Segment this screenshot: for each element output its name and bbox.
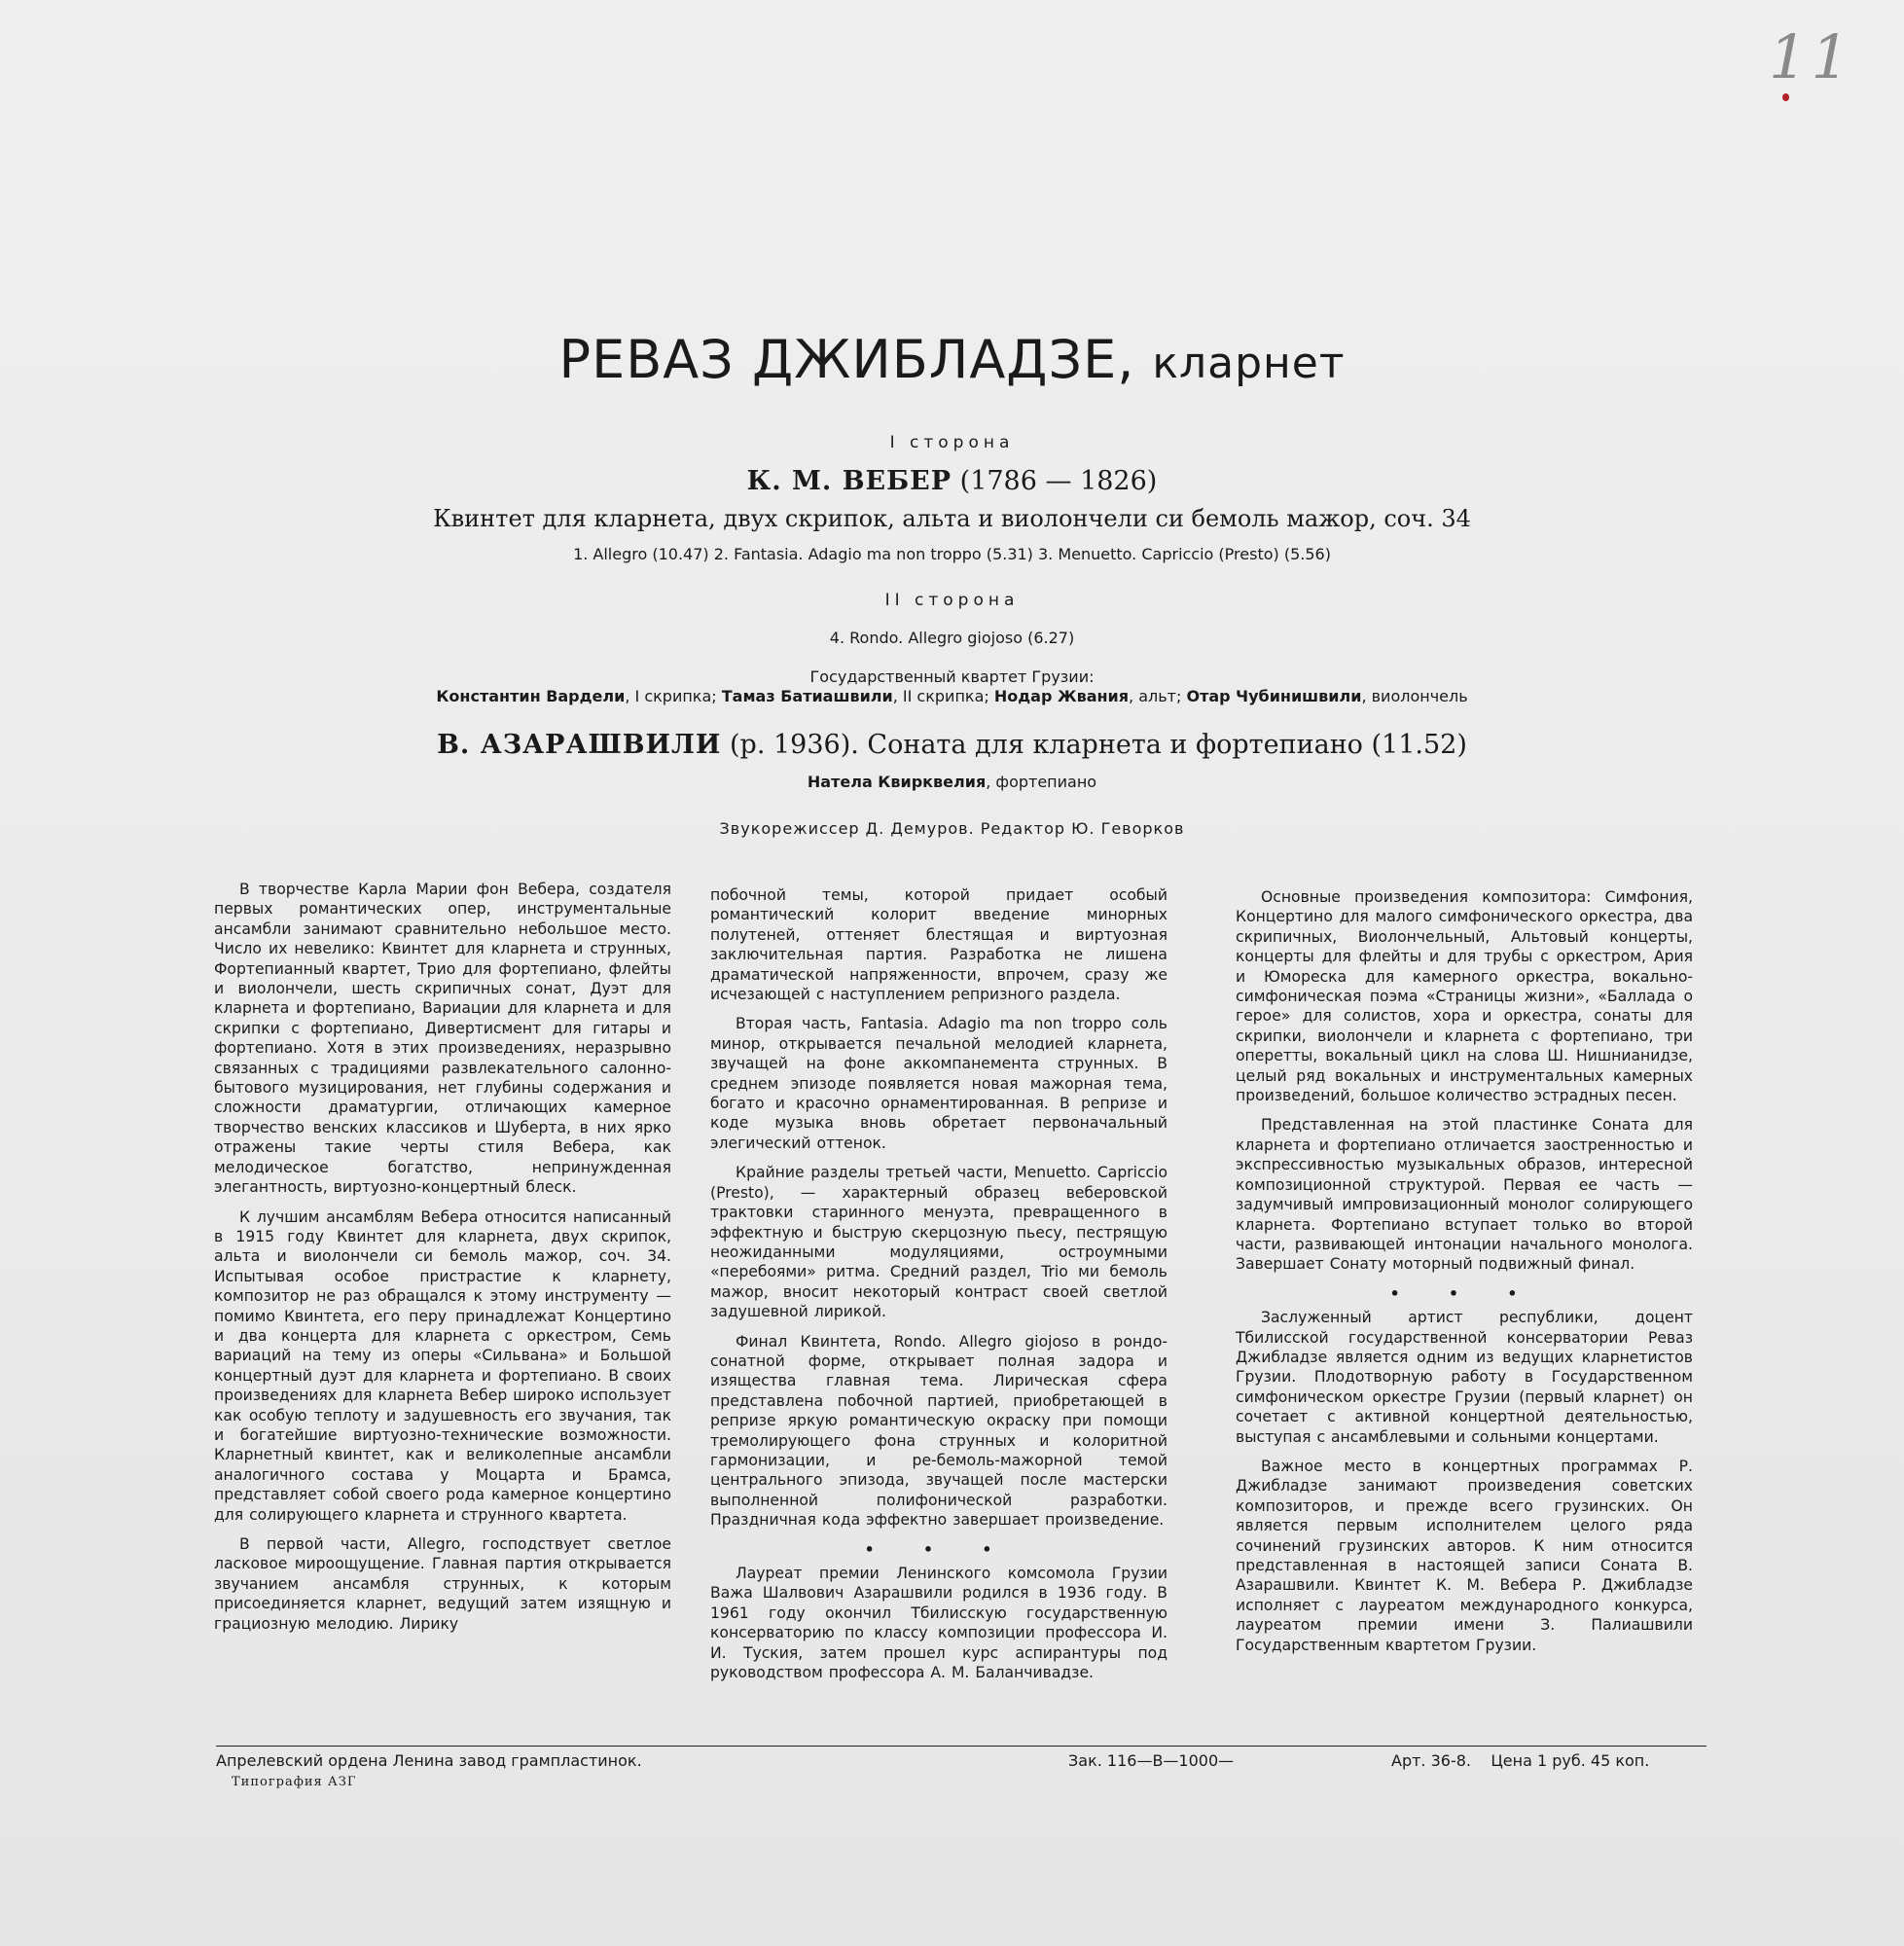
paragraph: Представленная на этой пластинке Соната для кларнета и фортепиано отличается заостренностью и экспрессивностью музыкальных образов, интересной композиционной структурой. Первая ее часть — задумчивый импровизационный монолог солирующего кларнета. Фортепиано вступает только во второй части, развивающей интонации начального монолога. Завершает Сонату моторный подвижный финал. <box>1236 1116 1693 1274</box>
pianist-role: , фортепиано <box>986 773 1097 791</box>
footer-order: Зак. 116—В—1000— <box>1068 1751 1235 1770</box>
work2-title: Соната для кларнета и фортепиано (11.52) <box>867 730 1467 760</box>
page-title <box>0 329 1904 390</box>
footer-printer: Типография АЗГ <box>232 1775 357 1789</box>
composer1-line <box>0 466 1904 496</box>
ensemble-name: Государственный квартет Грузии: <box>809 667 1095 686</box>
side1-label: I сторона <box>889 433 1015 452</box>
section-separator: • • • <box>1389 1284 1539 1303</box>
performer-name: Тамаз Батиашвили <box>721 687 893 705</box>
footer-price: Арт. 36-8. Цена 1 руб. 45 коп. <box>1391 1751 1650 1770</box>
footer-plant: Апрелевский ордена Ленина завод грампластинок. <box>216 1751 642 1770</box>
paragraph: побочной темы, которой придает особый романтический колорит введение минорных полутеней, оттеняет блестящая и виртуозная заключительная партия. Разработка не лишена драматической напряженности, впрочем, сразу же исчезающей с наступлением репризного раздела. <box>710 886 1168 1004</box>
side2-label: II сторона <box>884 591 1020 610</box>
paragraph: Вторая часть, Fantasia. Adagio ma non troppo соль минор, открывается печальной мелодией кларнета, звучащей на фоне аккомпанемента струнных. В среднем эпизоде появляется новая мажорная тема, богато и красочно орнаментированная. В репризе и коде музыка вновь обретает первоначальный элегический оттенок. <box>710 1015 1168 1152</box>
paragraph: Финал Квинтета, Rondo. Allegro giojoso в рондо-сонатной форме, открывает полная задора и изящества главная тема. Лирическая сфера представлена побочной партией, приобретающей в репризе яркую романтическую окраску при помощи тремолирующего фона струнных и колоритной гармонизации, и ре-бемоль-мажорной темой центрального эпизода, звучащей после мастерски выполненной полифонической разработки. Праздничная кода эффектно завершает произведение. <box>710 1332 1168 1530</box>
performer-name: Нодар Жвания <box>993 687 1130 705</box>
ink-dot <box>1782 93 1789 101</box>
engineer-editor-line: Звукорежиссер Д. Демуров. Редактор Ю. Геворков <box>719 819 1185 838</box>
artist-instrument: кларнет <box>1152 339 1346 388</box>
composer2-dates: (р. 1936). <box>730 730 859 760</box>
composer2-line <box>0 730 1904 760</box>
composer2-name: В. АЗАРАШВИЛИ <box>437 730 722 760</box>
paragraph: Крайние разделы третьей части, Menuetto. Capriccio (Presto), — характерный образец веберовской трактовки старинного менуэта, превращенного в эффектную и быструю скерцозную пьесу, пестрящую неожиданными модуляциями, остроумными «перебоями» ритма. Средний раздел, Trio ми бемоль мажор, вносит некоторый контраст своей светлой задушевной лирикой. <box>710 1164 1168 1321</box>
performers-line <box>0 687 1904 705</box>
composer1-name: К. М. ВЕБЕР <box>746 466 952 496</box>
composer1-dates: (1786 — 1826) <box>959 466 1158 496</box>
footer-divider <box>216 1746 1706 1747</box>
paragraph: Основные произведения композитора: Симфония, Концертино для малого симфонического оркестра, два скрипичных, Виолончельный, Альтовый концерты, концерты для флейты и для трубы с оркестром, Ария и Юмореска для камерного оркестра, вокально-симфоническая поэма «Страницы жизни», «Баллада о герое» для солистов, хора и оркестра, сонаты для скрипки, виолончели и кларнета с фортепиано, три оперетты, вокальный цикл на слова Ш. Нишнианидзе, целый ряд вокальных и инструментальных камерных произведений, большое количество эстрадных песен. <box>1236 888 1693 1105</box>
paragraph: Заслуженный артист республики, доцент Тбилисской государственной консерватории Реваз Джибладзе является одним из ведущих кларнетистов Грузии. Плодотворную работу в Государственном симфоническом оркестре Грузии (первый кларнет) он сочетает с активной концертной деятельностью, выступая с ансамблевыми и сольными концертами. <box>1236 1309 1693 1446</box>
movement4: 4. Rondo. Allegro giojoso (6.27) <box>829 629 1075 647</box>
performer-role: , I скрипка; <box>625 687 717 705</box>
performer-role: , виолончель <box>1361 687 1468 705</box>
paragraph: К лучшим ансамблям Вебера относится написанный в 1915 году Квинтет для кларнета, двух скрипок, альта и виолончели си бемоль мажор, соч. 34. Испытывая особое пристрастие к кларнету, композитор не раз обращался к этому инструменту — помимо Квинтета, его перу принадлежат Концертино и два концерта для кларнета с оркестром, Семь вариаций на тему из оперы «Сильвана» и Большой концертный дуэт для кларнета и фортепиано. В своих произведениях для кларнета Вебер широко использует как особую теплоту и задушевность его звучания, так и богатейшие виртуозно-технические возможности. Кларнетный квинтет, как и великолепные ансамбли аналогичного состава у Моцарта и Брамса, представляет собой своего рода камерное концертино для солирующего кларнета и струнного квартета. <box>214 1207 671 1524</box>
section-separator: • • • <box>864 1540 1014 1559</box>
artist-name: РЕВАЗ ДЖИБЛАДЗЕ, <box>558 329 1135 390</box>
liner-notes-column-3 <box>1236 887 1693 1665</box>
performer-name: Отар Чубинишвили <box>1186 687 1362 705</box>
liner-notes-column-2 <box>710 885 1168 1692</box>
performer-name: Константин Вардели <box>436 687 626 705</box>
performer-role: , II скрипка; <box>892 687 989 705</box>
performer-role: , альт; <box>1129 687 1182 705</box>
paragraph: В творчестве Карла Марии фон Вебера, создателя первых романтических опер, инструментальные ансамбли занимают сравнительно небольшое место. Число их невелико: Квинтет для кларнета и струнных, Фортепианный квартет, Трио для фортепиано, флейты и виолончели, шесть скрипичных сонат, Дуэт для кларнета и фортепиано, Вариации для кларнета и для скрипки с фортепиано, Дивертисмент для гитары и фортепиано. Хотя в этих произведениях, неразрывно связанных с традициями развлекательного салонно-бытового музицирования, нет глубины содержания и сложности драматургии, отличающих камерное творчество венских классиков и Шуберта, в них ярко отражены такие черты стиля Вебера, как мелодическое богатство, непринужденная элегантность, виртуозно-концертный блеск. <box>214 881 671 1197</box>
paragraph: Важное место в концертных программах Р. Джибладзе занимают произведения советских композиторов, и прежде всего грузинских. Он является первым исполнителем целого ряда сочинений грузинских авторов. К ним относится представленная в настоящей записи Соната В. Азарашвили. Квинтет К. М. Вебера Р. Джибладзе исполняет с лауреатом международного конкурса, лауреатом премии имени З. Палиашвили Государственным квартетом Грузии. <box>1236 1457 1693 1654</box>
work1-movements: 1. Allegro (10.47) 2. Fantasia. Adagio ma non troppo (5.31) 3. Menuetto. Capriccio (Presto) (5.56) <box>573 545 1331 563</box>
paragraph: В первой части, Allegro, господствует светлое ласковое мироощущение. Главная партия открывается звучанием ансамбля струнных, к которым присоединяется кларнет, ведущий затем изящную и грациозную мелодию. Лирику <box>214 1535 671 1633</box>
handwritten-number: 11 <box>1769 21 1853 92</box>
liner-notes-column-1 <box>214 880 671 1643</box>
work1-title: Квинтет для кларнета, двух скрипок, альта и виолончели си бемоль мажор, соч. 34 <box>433 505 1471 532</box>
paragraph: Лауреат премии Ленинского комсомола Грузии Важа Шалвович Азарашвили родился в 1936 году. В 1961 году окончил Тбилисскую государственную консерваторию по классу композиции профессора И. И. Туския, затем прошел курс аспирантуры под руководством профессора А. М. Баланчивадзе. <box>710 1565 1168 1682</box>
pianist-name: Натела Квирквелия <box>807 773 987 791</box>
pianist-line <box>0 773 1904 791</box>
